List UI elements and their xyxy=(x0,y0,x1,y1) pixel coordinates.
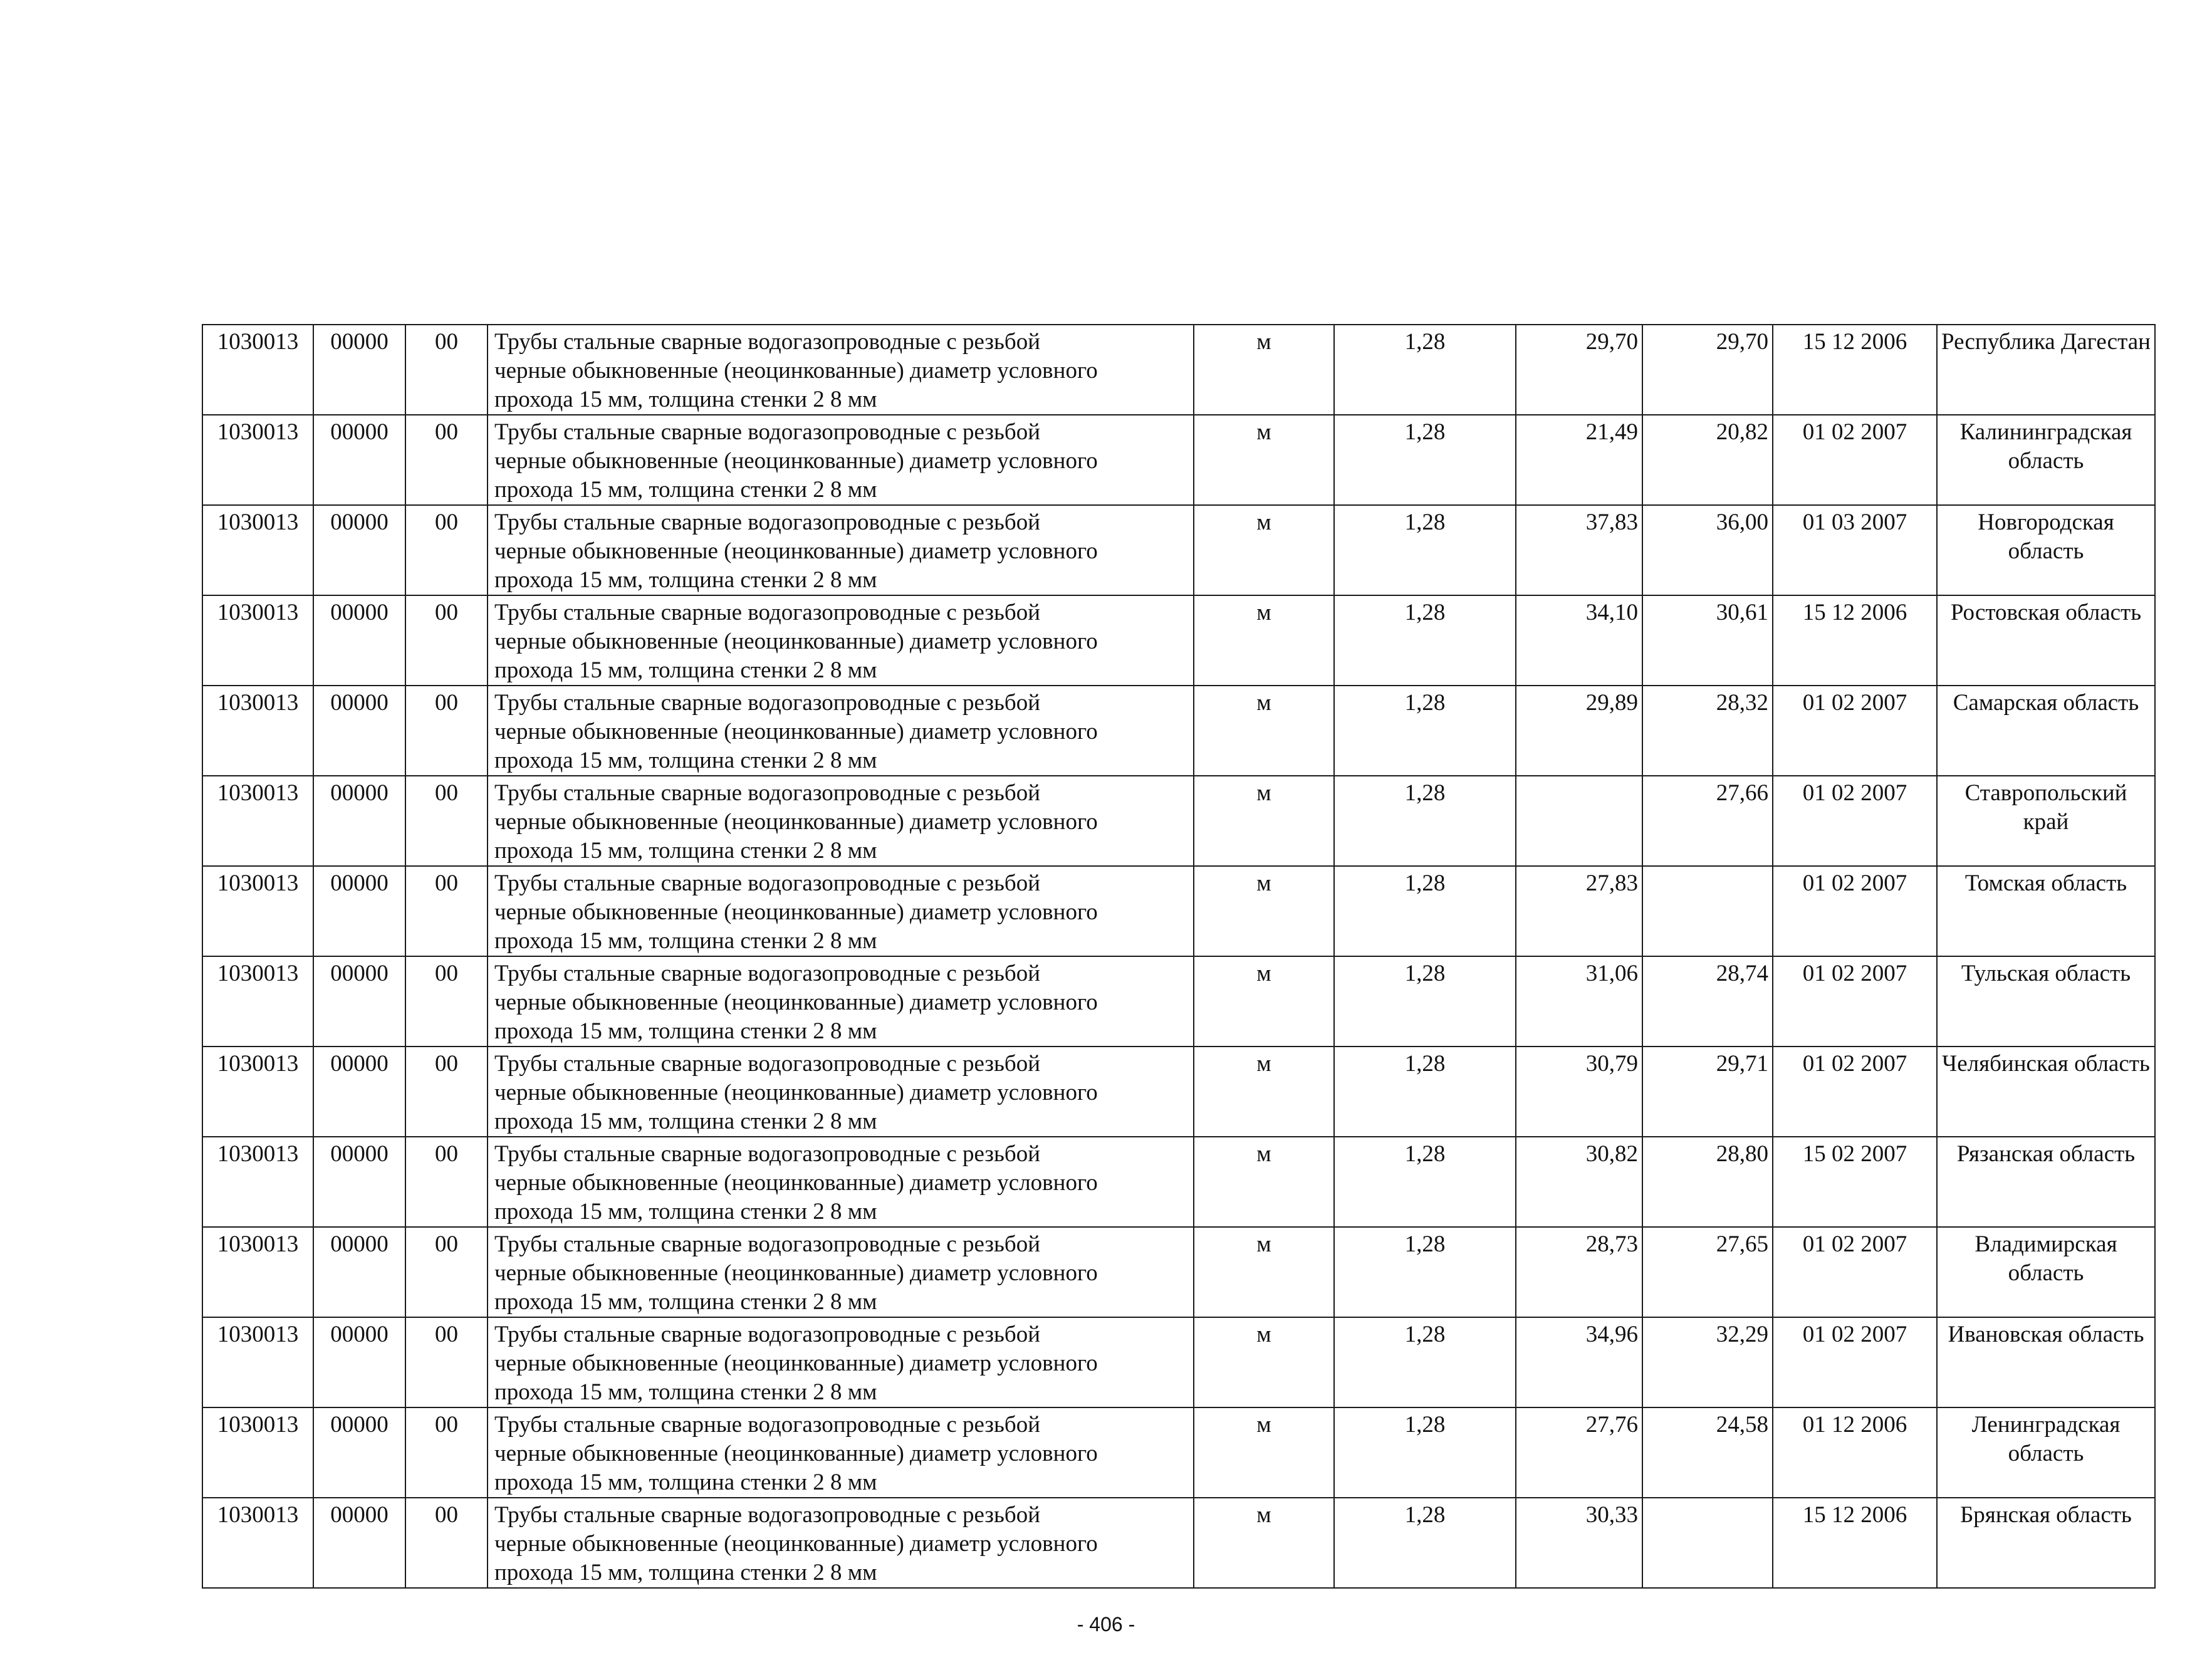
unit-cell: м xyxy=(1194,505,1334,595)
table-row xyxy=(202,866,2155,956)
sub-code-cell: 00 xyxy=(405,1317,488,1407)
item-code-cell: 1030013 xyxy=(202,505,313,595)
unit-cell: м xyxy=(1194,415,1334,505)
description-line: Трубы стальные сварные водогазопроводные с резьбой xyxy=(494,961,1041,986)
unit-cell: м xyxy=(1194,866,1334,956)
date-cell: 15 12 2006 xyxy=(1773,325,1937,415)
description-line: Трубы стальные сварные водогазопроводные с резьбой xyxy=(494,1231,1041,1257)
price-1-cell: 21,49 xyxy=(1516,415,1642,505)
description-line: Трубы стальные сварные водогазопроводные с резьбой xyxy=(494,509,1041,535)
region-cell: Томская область xyxy=(1937,866,2155,956)
description-line: Трубы стальные сварные водогазопроводные с резьбой xyxy=(494,1051,1041,1077)
description-line: Трубы стальные сварные водогазопроводные с резьбой xyxy=(494,1322,1041,1347)
unit-cell: м xyxy=(1194,1227,1334,1317)
item-code-cell: 1030013 xyxy=(202,1317,313,1407)
coefficient-cell: 1,28 xyxy=(1334,505,1516,595)
region-cell: Челябинская область xyxy=(1937,1047,2155,1137)
table-row xyxy=(202,505,2155,595)
description-line: черные обыкновенные (неоцинкованные) диаметр условного xyxy=(494,989,1098,1015)
region-cell: Брянская область xyxy=(1937,1498,2155,1588)
description-line: прохода 15 мм, толщина стенки 2 8 мм xyxy=(494,928,877,954)
group-code-cell: 00000 xyxy=(313,505,405,595)
item-code-cell: 1030013 xyxy=(202,1498,313,1588)
table-row xyxy=(202,1227,2155,1317)
group-code-cell: 00000 xyxy=(313,595,405,686)
price-2-cell: 24,58 xyxy=(1642,1407,1773,1498)
sub-code-cell: 00 xyxy=(405,505,488,595)
description-line: черные обыкновенные (неоцинкованные) диаметр условного xyxy=(494,1441,1098,1466)
price-1-cell: 30,33 xyxy=(1516,1498,1642,1588)
price-2-cell xyxy=(1642,866,1773,956)
date-cell: 01 03 2007 xyxy=(1773,505,1937,595)
table-row xyxy=(202,1317,2155,1407)
date-cell: 01 02 2007 xyxy=(1773,686,1937,776)
sub-code-cell: 00 xyxy=(405,956,488,1047)
region-cell: Республика Дагестан xyxy=(1937,325,2155,415)
region-cell: Ставропольский край xyxy=(1937,776,2155,866)
description-cell xyxy=(488,1407,1194,1498)
description-line: Трубы стальные сварные водогазопроводные с резьбой xyxy=(494,1141,1041,1167)
region-cell: Рязанская область xyxy=(1937,1137,2155,1227)
group-code-cell: 00000 xyxy=(313,1227,405,1317)
item-code-cell: 1030013 xyxy=(202,1047,313,1137)
table-row xyxy=(202,776,2155,866)
description-cell xyxy=(488,686,1194,776)
description-cell xyxy=(488,1227,1194,1317)
date-cell: 01 02 2007 xyxy=(1773,1317,1937,1407)
region-cell: Самарская область xyxy=(1937,686,2155,776)
sub-code-cell: 00 xyxy=(405,776,488,866)
description-line: Трубы стальные сварные водогазопроводные с резьбой xyxy=(494,870,1041,896)
date-cell: 01 02 2007 xyxy=(1773,1227,1937,1317)
price-2-cell: 29,70 xyxy=(1642,325,1773,415)
description-line: Трубы стальные сварные водогазопроводные с резьбой xyxy=(494,690,1041,716)
description-line: черные обыкновенные (неоцинкованные) диаметр условного xyxy=(494,538,1098,564)
date-cell: 01 12 2006 xyxy=(1773,1407,1937,1498)
date-cell: 01 02 2007 xyxy=(1773,866,1937,956)
region-cell: Новгородская область xyxy=(1937,505,2155,595)
item-code-cell: 1030013 xyxy=(202,866,313,956)
description-line: прохода 15 мм, толщина стенки 2 8 мм xyxy=(494,838,877,864)
coefficient-cell: 1,28 xyxy=(1334,1137,1516,1227)
description-line: черные обыкновенные (неоцинкованные) диаметр условного xyxy=(494,448,1098,474)
description-cell xyxy=(488,325,1194,415)
date-cell: 01 02 2007 xyxy=(1773,776,1937,866)
sub-code-cell: 00 xyxy=(405,325,488,415)
price-2-cell: 29,71 xyxy=(1642,1047,1773,1137)
price-1-cell: 37,83 xyxy=(1516,505,1642,595)
coefficient-cell: 1,28 xyxy=(1334,866,1516,956)
item-code-cell: 1030013 xyxy=(202,776,313,866)
coefficient-cell: 1,28 xyxy=(1334,956,1516,1047)
price-2-cell: 28,32 xyxy=(1642,686,1773,776)
description-line: прохода 15 мм, толщина стенки 2 8 мм xyxy=(494,1199,877,1224)
coefficient-cell: 1,28 xyxy=(1334,1227,1516,1317)
price-2-cell xyxy=(1642,1498,1773,1588)
description-line: черные обыкновенные (неоцинкованные) диаметр условного xyxy=(494,1531,1098,1557)
coefficient-cell: 1,28 xyxy=(1334,325,1516,415)
description-line: Трубы стальные сварные водогазопроводные с резьбой xyxy=(494,419,1041,445)
price-2-cell: 36,00 xyxy=(1642,505,1773,595)
item-code-cell: 1030013 xyxy=(202,415,313,505)
item-code-cell: 1030013 xyxy=(202,1227,313,1317)
description-line: прохода 15 мм, толщина стенки 2 8 мм xyxy=(494,748,877,773)
group-code-cell: 00000 xyxy=(313,1407,405,1498)
table-body xyxy=(202,325,2155,1588)
price-2-cell: 28,74 xyxy=(1642,956,1773,1047)
region-cell: Ивановская область xyxy=(1937,1317,2155,1407)
description-cell xyxy=(488,776,1194,866)
price-2-cell: 20,82 xyxy=(1642,415,1773,505)
date-cell: 01 02 2007 xyxy=(1773,1047,1937,1137)
coefficient-cell: 1,28 xyxy=(1334,1047,1516,1137)
unit-cell: м xyxy=(1194,776,1334,866)
description-line: прохода 15 мм, толщина стенки 2 8 мм xyxy=(494,1289,877,1315)
price-1-cell: 27,83 xyxy=(1516,866,1642,956)
page-number: - 406 - xyxy=(1077,1613,1135,1636)
price-1-cell: 34,10 xyxy=(1516,595,1642,686)
description-line: Трубы стальные сварные водогазопроводные с резьбой xyxy=(494,780,1041,806)
coefficient-cell: 1,28 xyxy=(1334,1407,1516,1498)
unit-cell: м xyxy=(1194,1407,1334,1498)
date-cell: 15 02 2007 xyxy=(1773,1137,1937,1227)
description-cell xyxy=(488,595,1194,686)
sub-code-cell: 00 xyxy=(405,866,488,956)
description-line: черные обыкновенные (неоцинкованные) диаметр условного xyxy=(494,809,1098,835)
description-line: черные обыкновенные (неоцинкованные) диаметр условного xyxy=(494,719,1098,744)
sub-code-cell: 00 xyxy=(405,1407,488,1498)
table-row xyxy=(202,956,2155,1047)
region-cell: Калининградская область xyxy=(1937,415,2155,505)
description-cell xyxy=(488,1317,1194,1407)
table-row xyxy=(202,325,2155,415)
description-line: прохода 15 мм, толщина стенки 2 8 мм xyxy=(494,1560,877,1585)
price-1-cell: 31,06 xyxy=(1516,956,1642,1047)
sub-code-cell: 00 xyxy=(405,595,488,686)
coefficient-cell: 1,28 xyxy=(1334,1498,1516,1588)
description-line: черные обыкновенные (неоцинкованные) диаметр условного xyxy=(494,1260,1098,1286)
price-1-cell: 34,96 xyxy=(1516,1317,1642,1407)
description-line: прохода 15 мм, толщина стенки 2 8 мм xyxy=(494,1018,877,1044)
description-line: Трубы стальные сварные водогазопроводные с резьбой xyxy=(494,1412,1041,1438)
description-line: прохода 15 мм, толщина стенки 2 8 мм xyxy=(494,387,877,412)
description-cell xyxy=(488,1047,1194,1137)
price-1-cell xyxy=(1516,776,1642,866)
sub-code-cell: 00 xyxy=(405,1137,488,1227)
group-code-cell: 00000 xyxy=(313,956,405,1047)
region-cell: Ленинградская область xyxy=(1937,1407,2155,1498)
description-line: черные обыкновенные (неоцинкованные) диаметр условного xyxy=(494,358,1098,384)
region-cell: Ростовская область xyxy=(1937,595,2155,686)
table-row xyxy=(202,1047,2155,1137)
table-row xyxy=(202,595,2155,686)
table-row xyxy=(202,686,2155,776)
unit-cell: м xyxy=(1194,956,1334,1047)
price-2-cell: 32,29 xyxy=(1642,1317,1773,1407)
price-2-cell: 27,65 xyxy=(1642,1227,1773,1317)
group-code-cell: 00000 xyxy=(313,325,405,415)
description-cell xyxy=(488,1137,1194,1227)
group-code-cell: 00000 xyxy=(313,686,405,776)
group-code-cell: 00000 xyxy=(313,415,405,505)
description-line: черные обыкновенные (неоцинкованные) диаметр условного xyxy=(494,629,1098,654)
description-line: Трубы стальные сварные водогазопроводные с резьбой xyxy=(494,329,1041,355)
description-line: прохода 15 мм, толщина стенки 2 8 мм xyxy=(494,1109,877,1134)
description-line: черные обыкновенные (неоцинкованные) диаметр условного xyxy=(494,1170,1098,1196)
coefficient-cell: 1,28 xyxy=(1334,1317,1516,1407)
description-line: Трубы стальные сварные водогазопроводные с резьбой xyxy=(494,1502,1041,1528)
item-code-cell: 1030013 xyxy=(202,1407,313,1498)
item-code-cell: 1030013 xyxy=(202,956,313,1047)
description-cell xyxy=(488,415,1194,505)
price-1-cell: 29,89 xyxy=(1516,686,1642,776)
price-2-cell: 27,66 xyxy=(1642,776,1773,866)
item-code-cell: 1030013 xyxy=(202,1137,313,1227)
price-2-cell: 28,80 xyxy=(1642,1137,1773,1227)
item-code-cell: 1030013 xyxy=(202,595,313,686)
description-cell xyxy=(488,956,1194,1047)
description-line: прохода 15 мм, толщина стенки 2 8 мм xyxy=(494,1379,877,1405)
table-row xyxy=(202,1137,2155,1227)
sub-code-cell: 00 xyxy=(405,686,488,776)
table-row xyxy=(202,1407,2155,1498)
region-cell: Тульская область xyxy=(1937,956,2155,1047)
item-code-cell: 1030013 xyxy=(202,686,313,776)
description-line: Трубы стальные сварные водогазопроводные с резьбой xyxy=(494,600,1041,625)
item-code-cell: 1030013 xyxy=(202,325,313,415)
unit-cell: м xyxy=(1194,1498,1334,1588)
unit-cell: м xyxy=(1194,1047,1334,1137)
date-cell: 15 12 2006 xyxy=(1773,1498,1937,1588)
coefficient-cell: 1,28 xyxy=(1334,595,1516,686)
sub-code-cell: 00 xyxy=(405,1498,488,1588)
unit-cell: м xyxy=(1194,595,1334,686)
unit-cell: м xyxy=(1194,1317,1334,1407)
description-line: прохода 15 мм, толщина стенки 2 8 мм xyxy=(494,567,877,593)
sub-code-cell: 00 xyxy=(405,415,488,505)
description-cell xyxy=(488,1498,1194,1588)
unit-cell: м xyxy=(1194,1137,1334,1227)
description-cell xyxy=(488,866,1194,956)
group-code-cell: 00000 xyxy=(313,1137,405,1227)
region-cell: Владимирская область xyxy=(1937,1227,2155,1317)
coefficient-cell: 1,28 xyxy=(1334,686,1516,776)
description-line: прохода 15 мм, толщина стенки 2 8 мм xyxy=(494,1470,877,1495)
sub-code-cell: 00 xyxy=(405,1227,488,1317)
table-row xyxy=(202,415,2155,505)
description-line: черные обыкновенные (неоцинкованные) диаметр условного xyxy=(494,1350,1098,1376)
group-code-cell: 00000 xyxy=(313,1498,405,1588)
description-line: черные обыкновенные (неоцинкованные) диаметр условного xyxy=(494,899,1098,925)
price-1-cell: 29,70 xyxy=(1516,325,1642,415)
unit-cell: м xyxy=(1194,686,1334,776)
group-code-cell: 00000 xyxy=(313,866,405,956)
coefficient-cell: 1,28 xyxy=(1334,415,1516,505)
price-2-cell: 30,61 xyxy=(1642,595,1773,686)
price-1-cell: 30,82 xyxy=(1516,1137,1642,1227)
description-cell xyxy=(488,505,1194,595)
date-cell: 01 02 2007 xyxy=(1773,415,1937,505)
price-table xyxy=(202,324,2156,1589)
date-cell: 01 02 2007 xyxy=(1773,956,1937,1047)
group-code-cell: 00000 xyxy=(313,1047,405,1137)
group-code-cell: 00000 xyxy=(313,776,405,866)
table-row xyxy=(202,1498,2155,1588)
price-1-cell: 30,79 xyxy=(1516,1047,1642,1137)
coefficient-cell: 1,28 xyxy=(1334,776,1516,866)
description-line: черные обыкновенные (неоцинкованные) диаметр условного xyxy=(494,1080,1098,1105)
price-1-cell: 28,73 xyxy=(1516,1227,1642,1317)
description-line: прохода 15 мм, толщина стенки 2 8 мм xyxy=(494,477,877,503)
date-cell: 15 12 2006 xyxy=(1773,595,1937,686)
unit-cell: м xyxy=(1194,325,1334,415)
description-line: прохода 15 мм, толщина стенки 2 8 мм xyxy=(494,657,877,683)
sub-code-cell: 00 xyxy=(405,1047,488,1137)
price-1-cell: 27,76 xyxy=(1516,1407,1642,1498)
group-code-cell: 00000 xyxy=(313,1317,405,1407)
